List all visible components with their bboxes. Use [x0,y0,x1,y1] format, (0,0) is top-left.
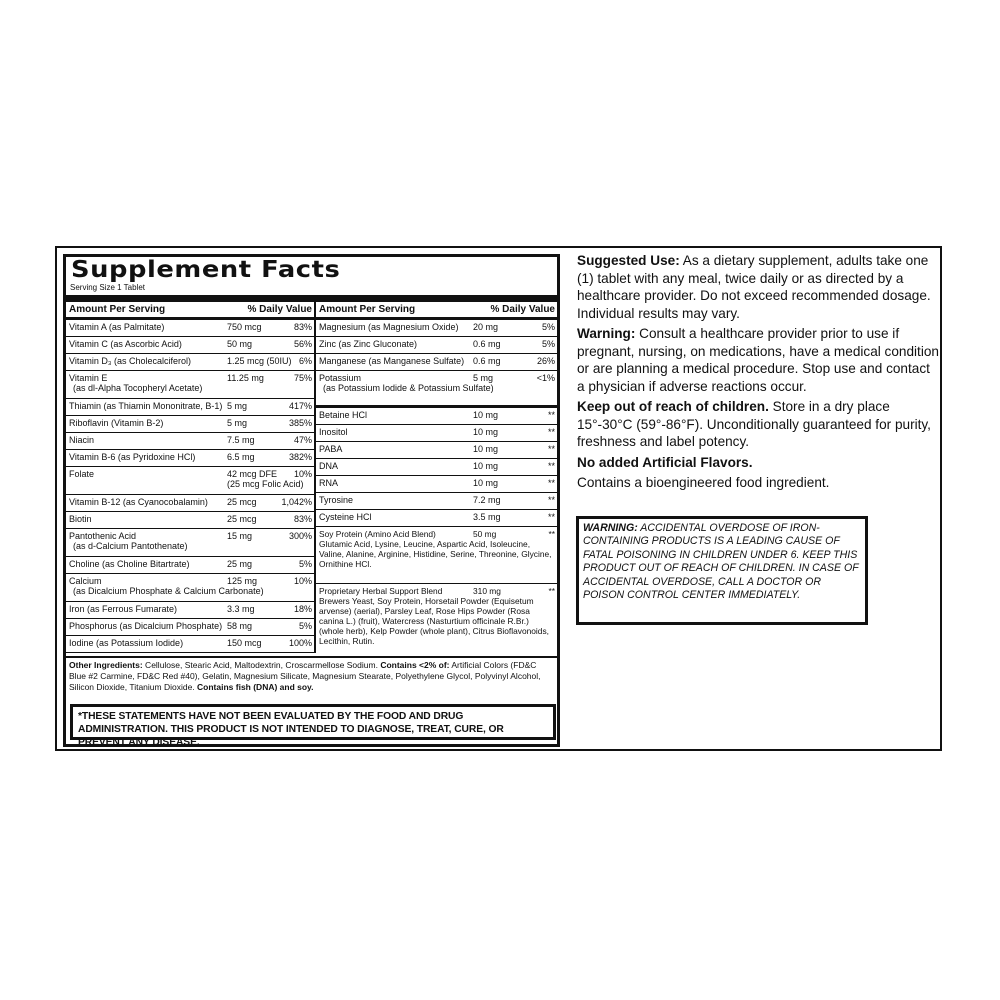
nutrient-row [66,529,314,557]
nutrient-dv: 6% [298,356,312,366]
nutrient-row [316,459,557,476]
nutrient-name: Vitamin A (as Palmitate) [69,322,165,332]
nutrient-amount: 20 mg [473,322,499,332]
nutrient-dv: 5% [298,621,312,631]
nutrient-row [66,416,314,433]
other-ingredients-text: Cellulose, Stearic Acid, Maltodextrin, Croscarmellose Sodium. [142,660,381,670]
other-ingredients [66,656,557,695]
nutrient-dv: 56% [293,339,312,349]
nutrient-row [316,425,557,442]
nutrient-amount: 10 mg [473,444,499,454]
nutrient-amount: 10 mg [473,410,499,420]
soy-protein-row [316,527,557,584]
nutrient-name: Tyrosine [319,495,354,505]
nutrient-name: Potassium [319,373,362,383]
nutrient-row [66,371,314,399]
nutrient-amount: 0.6 mg [473,339,501,349]
nutrient-dv: 26% [536,356,555,366]
nutrient-name: Niacin [69,435,95,445]
nutrient-dv: 5% [541,322,555,332]
nutrient-column-right [316,302,557,654]
nutrient-row [316,510,557,527]
no-added-flavors-text: No added Artificial Flavors. [577,454,753,470]
nutrient-amount: 10 mg [473,478,499,488]
nutrient-row [316,371,557,408]
nutrient-amount: 5 mg [227,401,248,411]
nutrient-amount: 58 mg [227,621,253,631]
supplement-facts-title: Supplement Facts [71,257,341,283]
warning-label: Warning: [577,326,636,341]
nutrient-row [66,495,314,512]
nutrient-row [66,354,314,371]
nutrient-row [316,337,557,354]
nutrient-name: PABA [319,444,343,454]
nutrient-name: Vitamin D₃ (as Cholecalciferol) [69,356,192,366]
title-divider [66,295,557,302]
nutrient-amount: 5 mg [473,373,494,383]
nutrient-source: (as dl-Alpha Tocopheryl Acetate) [73,383,203,393]
nutrient-amount-detail: (25 mcg Folic Acid) [227,479,304,489]
nutrient-row [316,493,557,510]
nutrient-dv: 300% [288,531,312,541]
allergen-statement: Contains fish (DNA) and soy. [197,682,314,692]
nutrient-dv: ** [548,586,555,596]
column-header-right [316,302,557,320]
serving-size: Serving Size 1 Tablet [70,283,146,292]
nutrient-source: (as d-Calcium Pantothenate) [73,541,188,551]
nutrient-amount: 15 mg [227,531,253,541]
nutrient-amount: 125 mg [227,576,258,586]
nutrient-dv: ** [547,444,555,454]
nutrient-amount: 5 mg [227,418,248,428]
herbal-blend-row [316,584,557,654]
nutrient-row [66,467,314,495]
nutrient-row [316,320,557,337]
suggested-use-label: Suggested Use: [577,253,680,268]
keep-out-label: Keep out of reach of children. [577,399,769,414]
storage-text: Store in a dry place 15°-30°C (59°-86°F). Unconditionally guaranteed for purity, freshness and label potency. [577,399,931,449]
nutrient-amount: 1.25 mcg (50IU) [227,356,292,366]
nutrient-amount: 7.2 mg [473,495,501,505]
nutrient-dv: ** [547,478,555,488]
nutrient-amount: 6.5 mg [227,452,255,462]
nutrient-source: (as Dicalcium Phosphate & Calcium Carbonate) [73,586,264,596]
nutrient-dv: ** [547,410,555,420]
nutrient-dv: ** [547,427,555,437]
nutrient-name: Folate [69,469,95,479]
nutrient-dv: 10% [293,469,312,479]
nutrient-row [316,354,557,371]
nutrient-row [316,476,557,493]
nutrient-dv: 75% [293,373,312,383]
nutrient-name: Cysteine HCl [319,512,372,522]
nutrient-dv: 5% [298,559,312,569]
suggested-use-text: As a dietary supplement, adults take one (1) tablet with any meal, twice daily or as directed by a healthcare provider. Do not exceed recommended dosage. Individual results may vary. [577,253,931,321]
nutrient-row [66,557,314,574]
nutrient-name: Inositol [319,427,348,437]
nutrient-row [66,636,314,653]
nutrient-name: Vitamin B-12 (as Cyanocobalamin) [69,497,208,507]
nutrient-name: Riboflavin (Vitamin B-2) [69,418,164,428]
nutrient-row [66,602,314,619]
fda-disclaimer: *THESE STATEMENTS HAVE NOT BEEN EVALUATED BY THE FOOD AND DRUG ADMINISTRATION. THIS PRODUCT IS NOT INTENDED TO DIAGNOSE, TREAT, CURE, OR PREVENT ANY DISEASE. [70,704,556,740]
nutrient-dv: <1% [536,373,555,383]
iron-warning-label: WARNING: [583,522,638,534]
nutrient-amount: 3.3 mg [227,604,255,614]
nutrient-row [316,408,557,425]
nutrient-name: Thiamin (as Thiamin Mononitrate, B-1) [69,401,223,411]
nutrient-name: Vitamin C (as Ascorbic Acid) [69,339,182,349]
nutrient-amount: 11.25 mg [227,373,264,383]
nutrient-name: Soy Protein (Amino Acid Blend) [319,529,436,539]
nutrient-name: Phosphorus (as Dicalcium Phosphate) [69,621,223,631]
nutrient-name: Iodine (as Potassium Iodide) [69,638,184,648]
contains-less-label: Contains <2% of: [380,660,450,670]
nutrient-amount: 750 mcg [227,322,262,332]
nutrient-row [66,320,314,337]
suggested-use [577,252,939,322]
nutrient-dv: 385% [288,418,312,428]
nutrient-name: Biotin [69,514,92,524]
amount-header: Amount Per Serving [319,304,416,315]
nutrient-dv: ** [547,512,555,522]
warning [577,325,939,395]
nutrient-row [66,619,314,636]
nutrient-row [66,337,314,354]
nutrient-row [316,442,557,459]
nutrient-dv: 382% [288,452,312,462]
nutrient-amount: 42 mcg DFE [227,469,278,479]
minor-ingredients-text: Artificial Colors (FD&C Blue #2 Carmine, FD&C Red #40), Gelatin, Magnesium Silicate, Magnesium Stearate, Polyethylene Glycol, Polyvinyl Alcohol, Silicon Dioxide, Titanium Dioxide. [69,660,541,692]
nutrient-dv: 417% [288,401,312,411]
no-added-flavors [577,454,939,472]
nutrient-name: Proprietary Herbal Support Blend [319,586,443,596]
nutrient-dv: 100% [288,638,312,648]
iron-warning-box [576,516,868,625]
nutrient-name: Calcium [69,576,102,586]
nutrient-row [66,450,314,467]
nutrient-name: Zinc (as Zinc Gluconate) [319,339,418,349]
iron-warning-text: ACCIDENTAL OVERDOSE OF IRON-CONTAINING PRODUCTS IS A LEADING CAUSE OF FATAL POISONING IN CHILDREN UNDER 6. KEEP THIS PRODUCT OUT OF REACH OF CHILDREN. IN CASE OF ACCIDENTAL OVERDOSE, CALL A DOCTOR OR POISON CONTROL CENTER IMMEDIATELY. [583,522,859,602]
nutrient-dv: ** [547,461,555,471]
nutrient-name: RNA [319,478,339,488]
nutrient-row [66,433,314,450]
amount-header: Amount Per Serving [69,304,166,315]
nutrient-dv: 47% [293,435,312,445]
nutrient-name: Choline (as Choline Bitartrate) [69,559,190,569]
bioengineered-notice: Contains a bioengineered food ingredient. [577,475,830,490]
nutrient-amount: 7.5 mg [227,435,255,445]
supplement-facts-panel [63,254,560,747]
nutrient-source: (as Potassium Iodide & Potassium Sulfate) [323,383,494,393]
nutrient-amount: 25 mg [227,559,253,569]
nutrient-dv: 83% [293,514,312,524]
nutrient-name: Vitamin E [69,373,108,383]
nutrient-dv: 18% [293,604,312,614]
directions-panel [577,252,939,495]
nutrient-amount: 25 mcg [227,514,257,524]
nutrient-name: Betaine HCl [319,410,368,420]
nutrient-amount: 50 mg [473,529,497,539]
nutrient-dv: ** [547,495,555,505]
nutrient-column-left [66,302,316,653]
nutrient-dv: 83% [293,322,312,332]
nutrient-name: Magnesium (as Magnesium Oxide) [319,322,459,332]
nutrient-amount: 150 mcg [227,638,262,648]
nutrient-dv: ** [548,529,555,539]
daily-value-header: % Daily Value [247,304,312,315]
nutrient-amount: 50 mg [227,339,253,349]
nutrient-row [66,399,314,416]
nutrient-amount: 10 mg [473,461,499,471]
daily-value-header: % Daily Value [490,304,555,315]
nutrient-amount: 310 mg [473,586,501,596]
nutrient-amount: 25 mcg [227,497,257,507]
herbal-blend-description: Brewers Yeast, Soy Protein, Horsetail Powder (Equisetum arvense) (aerial), Parsley Leaf, Rose Hips Powder (Rosa canina L.) (fruit), Watercress (Nasturtium officinale R.Br.) (whole herb), Kelp Powder (whole plant), Citrus Bioflavonoids, Lecithin, Rutin. [319,596,549,646]
storage [577,398,939,451]
nutrient-name: Iron (as Ferrous Fumarate) [69,604,178,614]
nutrient-amount: 10 mg [473,427,499,437]
nutrient-name: Manganese (as Manganese Sulfate) [319,356,465,366]
nutrient-dv: 1,042% [281,497,312,507]
nutrient-row [66,574,314,602]
warning-text: Consult a healthcare provider prior to use if pregnant, nursing, on medications, have a medical condition or are planning a medical procedure. Stop use and contact a physician if adverse reactions occur. [577,326,939,394]
nutrient-name: DNA [319,461,339,471]
other-ingredients-label: Other Ingredients: [69,660,143,670]
nutrient-dv: 10% [293,576,312,586]
nutrient-amount: 3.5 mg [473,512,501,522]
soy-blend-description: Glutamic Acid, Lysine, Leucine, Aspartic Acid, Isoleucine, Valine, Alanine, Arginine, Histidine, Serine, Threonine, Glycine, Ornithine HCl. [319,539,552,569]
nutrient-row [66,512,314,529]
nutrient-name: Vitamin B-6 (as Pyridoxine HCl) [69,452,196,462]
column-header-left [66,302,314,320]
nutrient-amount: 0.6 mg [473,356,501,366]
nutrient-dv: 5% [541,339,555,349]
nutrient-name: Pantothenic Acid [69,531,137,541]
